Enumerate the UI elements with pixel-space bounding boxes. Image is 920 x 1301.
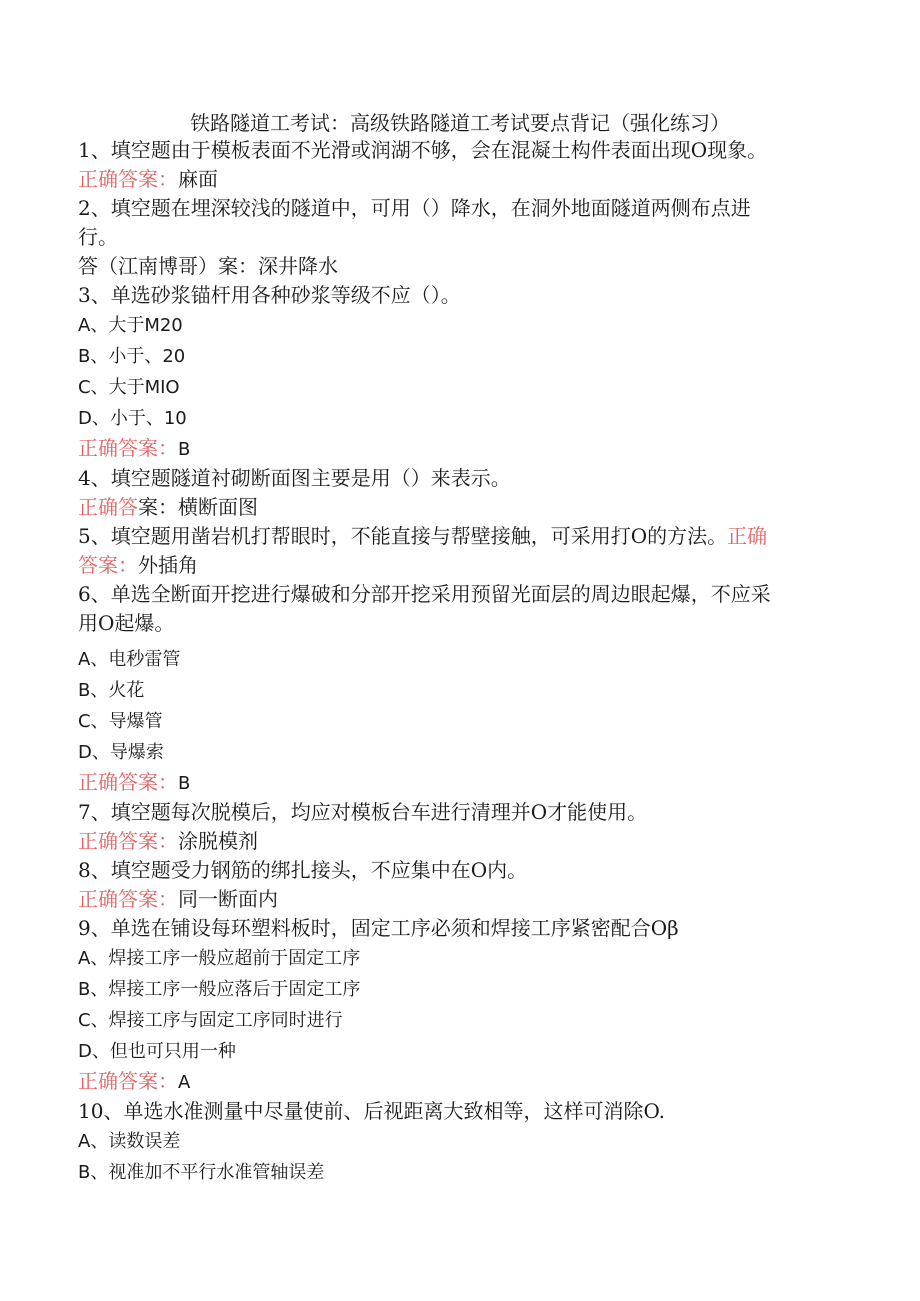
question-line: 4、填空题隧道衬砌断面图主要是用（）来表示。 [78,466,511,490]
correct-answer-line [78,885,828,914]
answer-option: C、导爆管 [78,711,163,732]
answer-option: C、大于MIO [78,377,180,398]
answer-option: D、导爆索 [78,742,164,763]
question-line: 3、单选砂浆锚杆用各种砂浆等级不应（）。 [78,283,461,307]
correct-answer-label: 正确 [727,524,768,548]
correct-answer-value: A [178,1072,191,1093]
question-line: 7、填空题每次脱模后，均应对模板台车进行清理并O才能使用。 [78,800,648,824]
correct-answer-label: 正确答 [78,495,138,519]
correct-answer-label: 正确答案： [78,167,178,191]
question-line [78,522,828,551]
answer-option: D、但也可只用一种 [78,1041,236,1062]
question-line: 1、填空题由于模板表面不光滑或润湖不够，会在混凝土构件表面出现O现象。 [78,138,768,162]
question-line: 用O起爆。 [78,611,175,635]
correct-answer-line [78,1067,828,1097]
correct-answer-value: 麻面 [178,167,218,191]
question-line: 6、单选全断面开挖进行爆破和分部开挖采用预留光面层的周边眼起爆，不应采 [78,582,771,606]
correct-answer-label: 正确答案： [78,436,178,460]
correct-answer-line [78,165,828,194]
correct-answer-value: 同一断面内 [178,887,278,911]
answer-option: A、读数误差 [78,1131,181,1152]
correct-answer-label: 正确答案： [78,829,178,853]
answer-option: B、焊接工序一般应落后于固定工序 [78,979,361,1000]
correct-answer-line [78,827,828,856]
answer-option: D、小于、10 [78,408,187,429]
correct-answer-line [78,768,828,798]
question-line: 2、填空题在埋深较浅的隧道中，可用（）降水，在洞外地面隧道两侧布点进 [78,196,751,220]
answer-option: B、小于、20 [78,346,186,367]
answer-option: A、大于M20 [78,315,183,336]
correct-answer-line [78,551,828,580]
question-line: 10、单选水准测量中尽量使前、后视距离大致相等，这样可消除O. [78,1099,666,1123]
correct-answer-value: 案：横断面图 [138,495,258,519]
question-line: 8、填空题受力钢筋的绑扎接头，不应集中在O内。 [78,858,528,882]
question-line: 9、单选在铺设每环塑料板时，固定工序必须和焊接工序紧密配合Oβ [78,916,679,940]
answer-option: A、电秒雷管 [78,649,181,670]
question-line: 答（江南博哥）案：深井降水 [78,254,338,278]
question-text: 5、填空题用凿岩机打帮眼时，不能直接与帮壁接触，可采用打O的方法。 [78,524,728,548]
correct-answer-line [78,493,828,522]
answer-option: B、视准加不平行水准管轴误差 [78,1162,325,1183]
question-line: 行。 [78,225,118,249]
correct-answer-value: B [178,773,191,794]
correct-answer-label: 正确答案： [78,887,178,911]
document-title: 铁路隧道工考试：高级铁路隧道工考试要点背记（强化练习） [190,111,730,135]
correct-answer-line [78,434,828,464]
correct-answer-label: 正确答案： [78,1069,178,1093]
question-list [78,136,828,1188]
correct-answer-value: B [178,439,191,460]
correct-answer-value: 外插角 [138,553,198,577]
answer-option: B、火花 [78,680,145,701]
correct-answer-value: 涂脱模剂 [178,829,258,853]
answer-option: A、焊接工序一般应超前于固定工序 [78,948,361,969]
answer-option: C、焊接工序与固定工序同时进行 [78,1010,343,1031]
correct-answer-label: 答案： [78,553,138,577]
correct-answer-label: 正确答案： [78,770,178,794]
